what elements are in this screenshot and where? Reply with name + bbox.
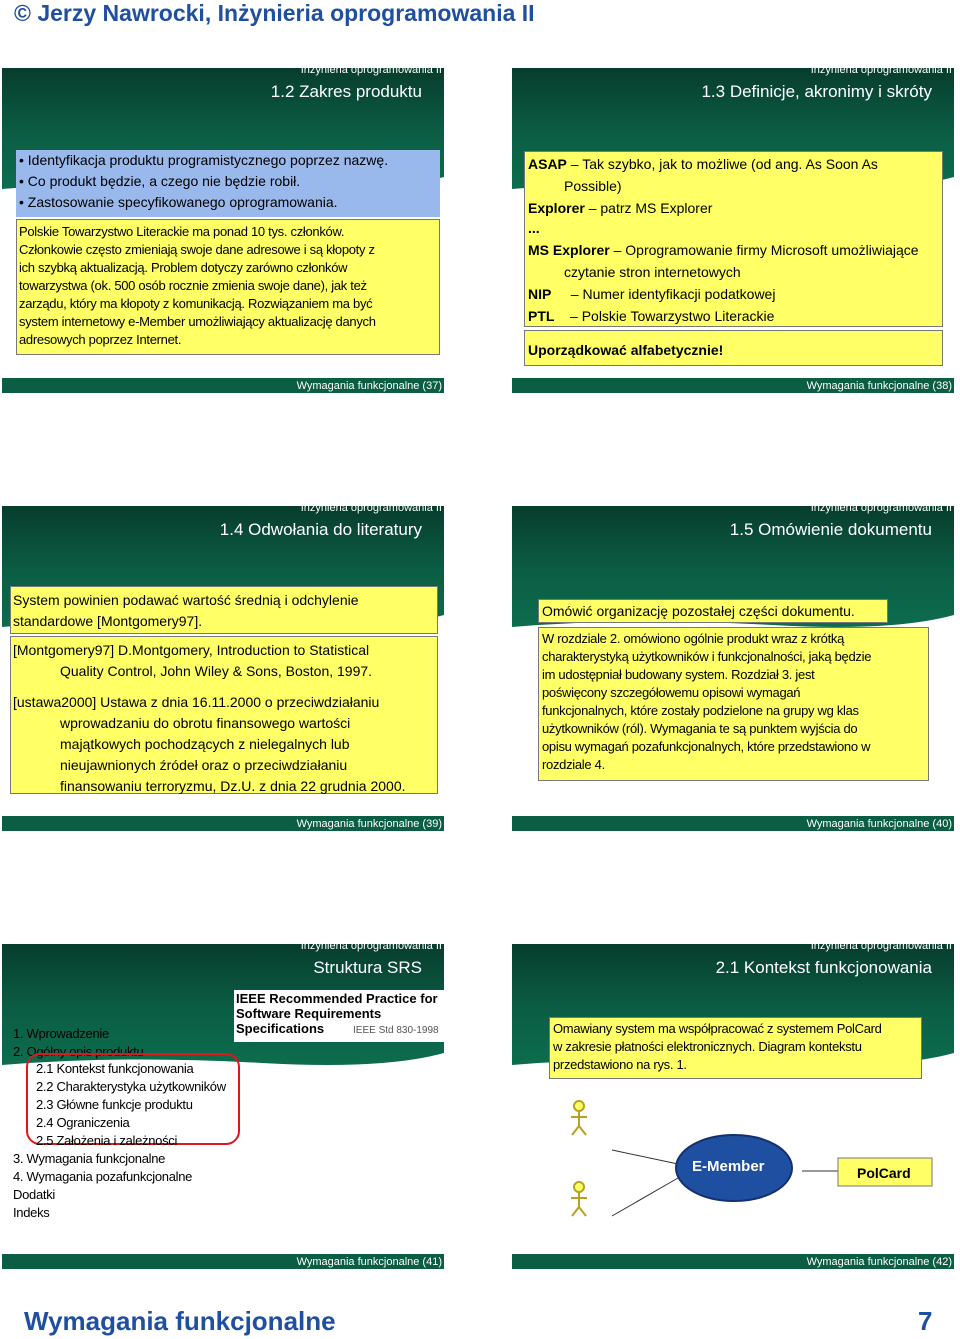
text-line: charakterystyką użytkowników i funkcjonalności, jaką będzie: [542, 649, 872, 664]
slide-subtitle: Inżynieria oprogramowania II: [300, 64, 442, 76]
slide-subtitle: Inżynieria oprogramowania II: [810, 940, 952, 952]
bullet-item: • Co produkt będzie, a czego nie będzie robił.: [19, 173, 301, 189]
toc-item: 2.4 Ograniczenia: [36, 1115, 130, 1130]
e-member-label: E-Member: [692, 1158, 765, 1175]
toc-item: 1. Wprowadzenie: [13, 1026, 109, 1041]
reference-line: nieujawnionych źródeł oraz o przeciwdziałaniu: [60, 757, 348, 773]
ieee-std-number: IEEE Std 830-1998: [353, 1025, 439, 1036]
heading-text: Omówić organizację pozostałej części dokumentu.: [542, 603, 855, 619]
reference-line: Quality Control, John Wiley & Sons, Boston, 1997.: [60, 663, 373, 679]
slide-footer: Wymagania funkcjonalne (38): [512, 378, 954, 393]
slide-subtitle: Inżynieria oprogramowania II: [300, 940, 442, 952]
slide-subtitle: Inżynieria oprogramowania II: [810, 64, 952, 76]
text-line: opisu wymagań pozafunkcjonalnych, które przedstawiono w: [542, 739, 871, 754]
association-line: [612, 1178, 678, 1216]
ieee-line: Software Requirements: [236, 1006, 382, 1021]
definition-line: ASAP – Tak szybko, jak to możliwe (od ang. As Soon As: [528, 156, 878, 172]
definition-line: czytanie stron internetowych: [564, 264, 741, 280]
slide-subtitle: Inżynieria oprogramowania II: [810, 502, 952, 514]
slide-footer: Wymagania funkcjonalne (39): [2, 816, 444, 831]
text-line: rozdziale 4.: [542, 757, 605, 772]
box-line: zarządu, który ma kłopoty z komunikacją. Rozwiązaniem ma być: [19, 296, 373, 311]
toc-item: 4. Wymagania pozafunkcjonalne: [13, 1169, 193, 1184]
slide-footer: Wymagania funkcjonalne (42): [512, 1254, 954, 1269]
board-actor-icon: [571, 1182, 587, 1216]
bullet-item: • Identyfikacja produktu programistycznego poprzez nazwę.: [19, 152, 389, 168]
slide-footer: Wymagania funkcjonalne (40): [512, 816, 954, 831]
box-line: Polskie Towarzystwo Literackie ma ponad 10 tys. członków.: [19, 224, 345, 239]
box-line: system internetowy e-Member umożliwiający aktualizację danych: [19, 314, 376, 329]
text-line: poświęcony szczegółowemu opisowi wymagań: [542, 685, 801, 700]
slide-42: [512, 938, 954, 1269]
toc-item: Dodatki: [13, 1187, 55, 1202]
reference-line: majątkowych pochodzących z nielegalnych lub: [60, 736, 350, 752]
slide-title: 1.2 Zakres produktu: [270, 82, 422, 101]
page-number: 7: [918, 1306, 933, 1336]
toc-item: 2.2 Charakterystyka użytkowników: [36, 1079, 226, 1094]
box-line: Członkowie często zmieniają swoje dane adresowe i są kłopoty z: [19, 242, 375, 257]
box-line: adresowych poprzez Internet.: [19, 332, 182, 347]
ieee-line: Specifications: [236, 1021, 325, 1036]
reference-line: finansowaniu terroryzmu, Dz.U. z dnia 22 grudnia 2000.: [60, 778, 406, 794]
definition-line: ...: [528, 220, 540, 236]
text-line: funkcjonalnych, które zostały podzielone na grupy wg klas: [542, 703, 859, 718]
definition-line: Possible): [564, 178, 622, 194]
reference-line: [ustawa2000] Ustawa z dnia 16.11.2000 o przeciwdziałaniu: [13, 694, 380, 710]
definition-line: PTL – Polskie Towarzystwo Literackie: [528, 308, 775, 324]
text-line: W rozdziale 2. omówiono ogólnie produkt wraz z krótką: [542, 631, 845, 646]
slide-subtitle: Inżynieria oprogramowania II: [300, 502, 442, 514]
slide-39: [2, 500, 444, 831]
slide-title: Struktura SRS: [313, 958, 422, 977]
polcard-label: PolCard: [857, 1165, 911, 1181]
slide-footer: Wymagania funkcjonalne (41): [2, 1254, 444, 1269]
text-line: użytkowników (ról). Wymagania te są punktem wyjścia do: [542, 721, 858, 736]
slide-title: 1.3 Definicje, akronimy i skróty: [701, 82, 932, 101]
reference-line: [Montgomery97] D.Montgomery, Introduction to Statistical: [13, 642, 370, 658]
note-text: Uporządkować alfabetycznie!: [528, 342, 724, 358]
toc-item: 3. Wymagania funkcjonalne: [13, 1151, 166, 1166]
text-line: w zakresie płatności elektronicznych. Diagram kontekstu: [553, 1039, 862, 1054]
association-line: [612, 1150, 678, 1164]
toc-item: 2.5 Założenia i zależności: [36, 1133, 178, 1148]
slide-title: 1.4 Odwołania do literatury: [219, 520, 422, 539]
text-line: Omawiany system ma współpracować z systemem PolCard: [553, 1021, 882, 1036]
member-actor-label: Członek: [553, 1147, 607, 1163]
toc-item: Indeks: [13, 1205, 50, 1220]
box-line: towarzystwa (ok. 500 osób rocznie zmienia swoje dane), jak też: [19, 278, 367, 293]
text-line: standardowe [Montgomery97].: [13, 613, 203, 629]
reference-line: wprowadzaniu do obrotu finansowego wartości: [60, 715, 351, 731]
toc-item: 2.1 Kontekst funkcjonowania: [36, 1061, 194, 1076]
ieee-line: IEEE Recommended Practice for: [236, 991, 438, 1006]
text-line: przedstawiono na rys. 1.: [553, 1057, 687, 1072]
slide-footer: Wymagania funkcjonalne (37): [2, 378, 444, 393]
slide-38: [512, 62, 954, 393]
definition-line: NIP – Numer identyfikacji podatkowej: [528, 286, 776, 302]
page-footer-title: Wymagania funkcjonalne: [24, 1306, 336, 1336]
slide-title: 2.1 Kontekst funkcjonowania: [715, 958, 932, 977]
member-actor-icon: [571, 1101, 587, 1135]
box-line: ich szybką aktualizacją. Problem dotyczy zarówno członków: [19, 260, 348, 275]
toc-item: 2.3 Główne funkcje produktu: [36, 1097, 193, 1112]
slide-40: [512, 500, 954, 831]
page-header: © Jerzy Nawrocki, Inżynieria oprogramowania II: [14, 0, 535, 26]
definition-line: MS Explorer – Oprogramowanie firmy Microsoft umożliwiające: [528, 242, 919, 258]
toc-item: 2. Ogólny opis produktu: [13, 1044, 144, 1059]
board-actor-label: Zarząd: [557, 1224, 603, 1240]
slide-title: 1.5 Omówienie dokumentu: [729, 520, 932, 539]
bullet-item: • Zastosowanie specyfikowanego oprogramowania.: [19, 194, 338, 210]
definition-line: Explorer – patrz MS Explorer: [528, 200, 713, 216]
text-line: im udostępniał budowany system. Rozdział 3. jest: [542, 667, 815, 682]
slide-41: [2, 938, 444, 1269]
text-line: System powinien podawać wartość średnią i odchylenie: [13, 592, 359, 608]
slide-37: [2, 62, 444, 393]
